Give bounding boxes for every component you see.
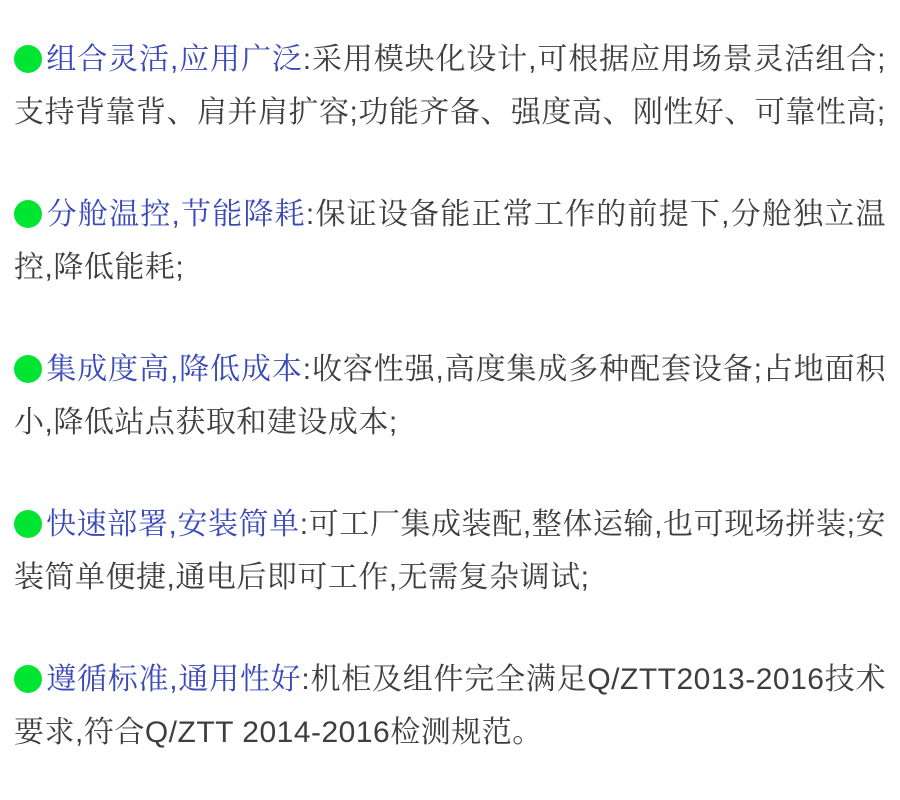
feature-separator: : [301,663,311,696]
feature-title: 集成度高,降低成本 [46,353,303,386]
green-dot-bullet-icon [14,200,42,228]
feature-item [14,498,886,604]
feature-title: 分舱温控,节能降耗 [46,198,306,231]
feature-description: 收容性强,高度集成多种配套设备;占地面积小,降低站点获取和建设成本; [14,353,886,439]
feature-separator: : [302,43,312,76]
feature-item [14,653,886,759]
feature-item [14,188,886,294]
feature-separator: : [299,508,309,541]
feature-title: 快速部署,安装简单 [46,508,300,541]
feature-separator: : [305,198,315,231]
green-dot-bullet-icon [14,665,42,693]
feature-title: 组合灵活,应用广泛 [46,43,303,76]
feature-description: 可工厂集成装配,整体运输,也可现场拼装;安装简单便捷,通电后即可工作,无需复杂调试; [14,508,886,594]
feature-title: 遵循标准,通用性好 [46,663,302,696]
feature-description: 保证设备能正常工作的前提下,分舱独立温控,降低能耗; [14,198,886,284]
feature-item [14,33,886,139]
feature-separator: : [302,353,312,386]
feature-description: 机柜及组件完全满足Q/ZTT2013-2016技术要求,符合Q/ZTT 2014-2016检测规范。 [14,663,886,749]
green-dot-bullet-icon [14,45,42,73]
green-dot-bullet-icon [14,355,42,383]
feature-item [14,343,886,449]
feature-description: 采用模块化设计,可根据应用场景灵活组合;支持背靠背、肩并肩扩容;功能齐备、强度高、刚性好、可靠性高; [14,43,886,129]
green-dot-bullet-icon [14,510,42,538]
